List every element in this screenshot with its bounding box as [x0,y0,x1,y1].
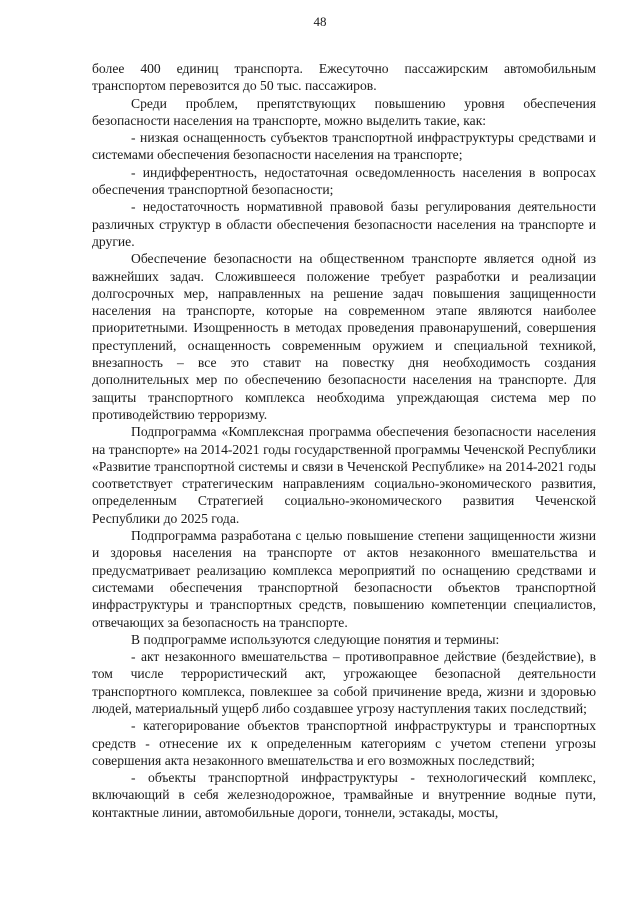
body-text [92,60,596,821]
paragraph: Обеспечение безопасности на общественном транспорте является одной из важнейших задач. Сложившееся положение требует разработки и реализации долгосрочных мер, направленных на решение задач повышения защищенности населения на транспорте, которые на современном этапе являются наиболее приоритетными. Изощренность в методах проведения правонарушений, совершения преступлений, оснащенность современным оружием и специальной техникой, внезапность – все это ставит на повестку дня необходимость создания дополнительных мер по обеспечению безопасности населения на транспорте. Для защиты транспортного комплекса необходима упреждающая система мер по противодействию терроризму. [92,251,596,422]
list-item: - индифферентность, недостаточная осведомленность населения в вопросах обеспечения транспортной безопасности; [92,164,596,198]
paragraph: более 400 единиц транспорта. Ежесуточно пассажирским автомобильным транспортом перевозится до 50 тыс. пассажиров. [92,61,596,94]
page-number: 48 [313,14,327,29]
paragraph: В подпрограмме используются следующие понятия и термины: [131,631,500,647]
definition-item: - акт незаконного вмешательства – противоправное действие (бездействие), в том числе террористический акт, угрожающее безопасной деятельности транспортного комплекса, повлекшее за собой причинение вреда, жизни и здоровью людей, материальный ущерб либо создавшее угрозу наступления таких последствий; [92,649,596,716]
paragraph: Подпрограмма «Комплексная программа обеспечения безопасности населения на транспорте» на 2014-2021 годы государственной программы Чеченской Республики «Развитие транспортной системы и связи в Чеченской Республике» на 2014-2021 годы соответствует стратегическим направлениям социально-экономического развития, определенным Стратегией социально-экономического развития Чеченской Республики до 2025 года. [92,424,596,526]
list-item: - низкая оснащенность субъектов транспортной инфраструктуры средствами и системами обеспечения безопасности населения на транспорте; [92,130,596,163]
definition-item: - категорирование объектов транспортной инфраструктуры и транспортных средств - отнесение их к определенным категориям с учетом степени угрозы совершения акта незаконного вмешательства и его возможных последствий; [92,718,596,768]
definition-item: - объекты транспортной инфраструктуры - технологический комплекс, включающий в себя железнодорожное, трамвайные и внутренние водные пути, контактные линии, автомобильные дороги, тоннели, эстакады, мосты, [92,770,596,820]
list-item: - недостаточность нормативной правовой базы регулирования деятельности различных структур в области обеспечения безопасности населения на транспорте и другие. [92,199,596,249]
paragraph: Подпрограмма разработана с целью повышение степени защищенности жизни и здоровья населения на транспорте от актов незаконного вмешательства и предусматривает реализацию комплекса мероприятий по оснащению средствами и системами обеспечения транспортной безопасности объектов транспортной инфраструктуры и транспортных средств, повышению компетенции специалистов, отвечающих за безопасность на транспорте. [92,528,596,630]
paragraph: Среди проблем, препятствующих повышению уровня обеспечения безопасности населения на транспорте, можно выделить такие, как: [92,95,596,128]
